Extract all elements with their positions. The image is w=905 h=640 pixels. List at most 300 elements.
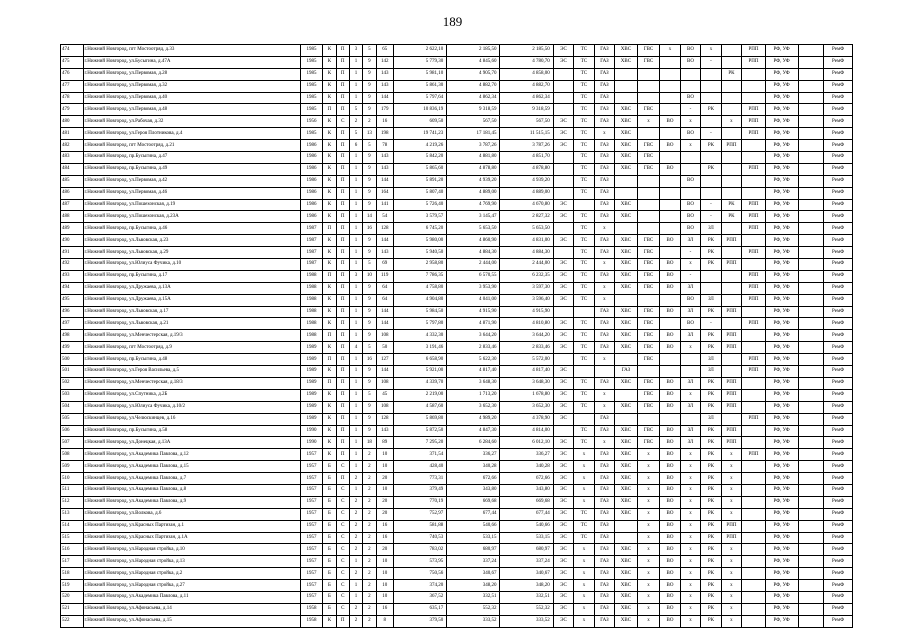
table-cell: ВО [660, 568, 680, 580]
table-cell: г.Нижний Новгород, ул.Львовская, д.21 [83, 318, 300, 330]
table-cell: ГАЗ [594, 45, 614, 57]
table-cell: РемФ [824, 104, 853, 116]
table-cell: - [701, 211, 721, 223]
table-cell: РемФ [824, 187, 853, 199]
table-cell [742, 591, 766, 603]
table-cell: ВО [680, 199, 700, 211]
table-cell: РПП [742, 128, 766, 140]
table-cell: ГВС [637, 282, 660, 294]
table-cell: 1 [349, 318, 362, 330]
table-cell: ХВС [615, 401, 638, 413]
table-cell [798, 603, 824, 615]
table-row [61, 330, 853, 342]
table-cell: РФ, УФ [765, 223, 798, 235]
table-cell: ТС [574, 223, 594, 235]
table-cell: РК [701, 544, 721, 556]
table-cell: РемФ [824, 306, 853, 318]
table-cell: х [680, 508, 700, 520]
table-cell [660, 80, 680, 92]
table-cell: РемФ [824, 199, 853, 211]
table-cell: х [594, 259, 614, 271]
table-cell: ГАЗ [594, 484, 614, 496]
table-cell: К [323, 282, 336, 294]
table-cell: х [574, 603, 594, 615]
table-cell: РФ, УФ [765, 282, 798, 294]
table-cell: РПП [721, 401, 741, 413]
table-cell: ГВС [637, 306, 660, 318]
table-cell [553, 104, 573, 116]
table-cell: К [323, 199, 336, 211]
table-cell: 1957 [300, 591, 323, 603]
table-cell: 1 [349, 68, 362, 80]
table-cell: РПП [721, 140, 741, 152]
table-cell [615, 354, 638, 366]
table-cell: 484 [61, 163, 84, 175]
table-cell: 517 [61, 556, 84, 568]
table-cell: ВО [660, 401, 680, 413]
table-cell: ГАЗ [594, 520, 614, 532]
table-cell: г.Нижний Новгород, пр.Бусыгина, д.48 [83, 354, 300, 366]
table-cell: ТС [574, 437, 594, 449]
table-row [61, 520, 853, 532]
table-cell: 5 921,00 [393, 366, 446, 378]
table-cell: х [680, 461, 700, 473]
table-cell: ЗЛ [701, 413, 721, 425]
table-cell: 78 [376, 140, 393, 152]
table-cell: х [721, 580, 741, 592]
table-cell [721, 270, 741, 282]
table-cell: 19 741,23 [393, 128, 446, 140]
table-cell [798, 615, 824, 627]
table-cell: 1989 [300, 366, 323, 378]
table-cell: 2 827,32 [500, 211, 553, 223]
table-cell: РФ, УФ [765, 342, 798, 354]
table-cell: 3 596,40 [500, 294, 553, 306]
table-cell: РемФ [824, 413, 853, 425]
table-cell: 16 [376, 520, 393, 532]
table-cell: х [721, 496, 741, 508]
table-cell: 9 [363, 152, 376, 164]
table-cell: РемФ [824, 603, 853, 615]
table-cell: 9 [363, 199, 376, 211]
table-cell: РемФ [824, 294, 853, 306]
table-cell: РемФ [824, 354, 853, 366]
table-cell: РФ, УФ [765, 556, 798, 568]
table-cell: 750,56 [393, 568, 446, 580]
table-cell: ЭС [553, 235, 573, 247]
table-cell: РФ, УФ [765, 568, 798, 580]
table-cell: РФ, УФ [765, 235, 798, 247]
table-cell: 672,66 [500, 473, 553, 485]
table-cell: РПП [742, 354, 766, 366]
table-row [61, 425, 853, 437]
table-cell: г.Нижний Новгород, ул.Академика Павлова, д.7 [83, 473, 300, 485]
table-cell: г.Нижний Новгород, ул.Академика Павлова, д.11 [83, 591, 300, 603]
table-cell: ТС [574, 152, 594, 164]
table-cell: 2 [349, 508, 362, 520]
table-cell: 495 [61, 294, 84, 306]
table-row [61, 175, 853, 187]
table-cell: РК [701, 508, 721, 520]
table-row [61, 247, 853, 259]
table-cell: 4 939,20 [447, 175, 500, 187]
table-cell: 1957 [300, 496, 323, 508]
table-cell [574, 306, 594, 318]
table-cell: П [336, 175, 349, 187]
table-cell: ВО [660, 520, 680, 532]
table-cell [798, 152, 824, 164]
table-cell: 669,68 [447, 496, 500, 508]
table-cell: 573,95 [393, 556, 446, 568]
table-cell: х [594, 354, 614, 366]
table-cell: К [323, 247, 336, 259]
table-row [61, 294, 853, 306]
table-cell: С [336, 580, 349, 592]
table-cell: 4 884,30 [500, 247, 553, 259]
table-cell: х [637, 473, 660, 485]
table-cell: 4 878,80 [447, 163, 500, 175]
table-cell: РК [701, 591, 721, 603]
table-cell: 1989 [300, 389, 323, 401]
table-cell: 1989 [300, 377, 323, 389]
table-cell: РемФ [824, 342, 853, 354]
table-cell: РемФ [824, 68, 853, 80]
table-cell: ХВС [615, 473, 638, 485]
table-cell: К [323, 80, 336, 92]
table-cell: РК [701, 603, 721, 615]
table-cell: ХВС [615, 282, 638, 294]
table-cell [798, 223, 824, 235]
table-cell: 3 644,20 [447, 330, 500, 342]
table-cell: П [336, 473, 349, 485]
table-cell: ТС [574, 270, 594, 282]
table-cell: 1 [349, 259, 362, 271]
table-cell: 2 [363, 508, 376, 520]
table-cell [721, 413, 741, 425]
table-cell: ГАЗ [594, 568, 614, 580]
table-cell: ТС [574, 354, 594, 366]
table-cell: 119 [376, 270, 393, 282]
table-cell: ХВС [615, 330, 638, 342]
table-cell: РФ, УФ [765, 247, 798, 259]
table-cell: РФ, УФ [765, 520, 798, 532]
housing-register-table [60, 44, 853, 628]
table-cell [798, 532, 824, 544]
table-cell: 540,66 [447, 520, 500, 532]
table-cell: 477 [61, 80, 84, 92]
table-cell: РФ, УФ [765, 591, 798, 603]
table-cell: РФ, УФ [765, 508, 798, 520]
table-cell: С [336, 508, 349, 520]
table-cell [798, 568, 824, 580]
table-cell: РФ, УФ [765, 80, 798, 92]
table-cell: 1 [349, 354, 362, 366]
table-cell: 1989 [300, 401, 323, 413]
table-cell [553, 354, 573, 366]
table-cell: РК [721, 211, 741, 223]
table-cell: 2 [349, 116, 362, 128]
table-cell [615, 294, 638, 306]
table-cell: 5 [363, 140, 376, 152]
table-cell: 9 [363, 282, 376, 294]
table-cell: 5 981,10 [393, 68, 446, 80]
table-cell: 3 644,20 [500, 330, 553, 342]
table-cell: 4 862,34 [500, 92, 553, 104]
table-cell: 567,50 [447, 116, 500, 128]
table-cell: 16 [363, 354, 376, 366]
table-cell: 496 [61, 306, 84, 318]
table-cell: С [336, 532, 349, 544]
table-cell: 5 [363, 342, 376, 354]
table-cell: П [336, 163, 349, 175]
table-cell: г.Нижний Новгород, ул.Первомая, д.28 [83, 68, 300, 80]
table-cell: ТС [574, 80, 594, 92]
table-cell: 1986 [300, 163, 323, 175]
table-cell: ТС [574, 140, 594, 152]
table-cell: К [323, 318, 336, 330]
table-cell: 65 [376, 45, 393, 57]
table-cell: П [336, 282, 349, 294]
table-cell [721, 45, 741, 57]
table-cell: 8 [376, 615, 393, 627]
table-cell [660, 104, 680, 116]
table-cell: 343,80 [447, 484, 500, 496]
table-cell: 511 [61, 484, 84, 496]
table-cell: 379,49 [393, 484, 446, 496]
table-cell [637, 211, 660, 223]
table-cell: 3 [349, 45, 362, 57]
table-cell: г.Нижний Новгород, ул.Пошехонская, д.23А [83, 211, 300, 223]
table-cell: ГАЗ [594, 425, 614, 437]
table-cell: РемФ [824, 473, 853, 485]
table-cell: 783,02 [393, 544, 446, 556]
table-cell [798, 92, 824, 104]
table-cell: 343,80 [500, 484, 553, 496]
table-cell [798, 342, 824, 354]
table-cell: 3 [349, 270, 362, 282]
table-cell: ГАЗ [594, 330, 614, 342]
table-cell: РФ, УФ [765, 425, 798, 437]
table-cell: х [680, 342, 700, 354]
table-cell [701, 152, 721, 164]
table-cell [615, 187, 638, 199]
table-cell [742, 496, 766, 508]
table-cell [798, 199, 824, 211]
table-cell: ГАЗ [594, 68, 614, 80]
table-cell: х [574, 461, 594, 473]
table-cell: ХВС [615, 104, 638, 116]
table-cell: ХВС [615, 484, 638, 496]
table-cell: ТС [574, 342, 594, 354]
table-cell [553, 152, 573, 164]
table-cell: 1 [349, 294, 362, 306]
table-cell: х [637, 532, 660, 544]
table-cell: 4 332,30 [393, 330, 446, 342]
table-cell: РФ, УФ [765, 437, 798, 449]
table-cell: П [336, 92, 349, 104]
table-cell: 2 833,46 [447, 342, 500, 354]
table-cell: 2 [363, 116, 376, 128]
table-cell: ХВС [615, 449, 638, 461]
table-cell: х [594, 223, 614, 235]
table-cell: РФ, УФ [765, 413, 798, 425]
table-cell: ВО [660, 425, 680, 437]
table-cell [798, 389, 824, 401]
table-cell: ХВС [615, 603, 638, 615]
table-cell: х [660, 45, 680, 57]
table-cell: П [336, 80, 349, 92]
table-cell: РФ, УФ [765, 152, 798, 164]
table-cell: 9 318,59 [500, 104, 553, 116]
table-row [61, 342, 853, 354]
table-cell: 4 769,90 [447, 199, 500, 211]
table-cell: 740,53 [393, 532, 446, 544]
table-cell: 492 [61, 259, 84, 271]
table-cell: х [637, 520, 660, 532]
table-cell: ВО [660, 270, 680, 282]
table-cell: РФ, УФ [765, 461, 798, 473]
table-cell [742, 544, 766, 556]
table-cell: П [336, 140, 349, 152]
table-cell: 14 [363, 211, 376, 223]
table-cell: 6 658,90 [393, 354, 446, 366]
table-cell: ХВС [615, 496, 638, 508]
table-cell: 680,97 [447, 544, 500, 556]
table-row [61, 484, 853, 496]
table-cell [798, 247, 824, 259]
table-cell: К [323, 425, 336, 437]
table-cell: 4 378,90 [500, 413, 553, 425]
table-cell: РемФ [824, 556, 853, 568]
table-cell: 9 [363, 187, 376, 199]
table-cell: ГАЗ [594, 116, 614, 128]
table-cell: - [701, 318, 721, 330]
table-cell: РФ, УФ [765, 473, 798, 485]
table-cell: РК [701, 425, 721, 437]
table-cell [615, 175, 638, 187]
table-cell: г.Нижний Новгород, ул.Народная стройка, д.2 [83, 568, 300, 580]
table-cell: 503 [61, 389, 84, 401]
table-cell: х [594, 294, 614, 306]
table-cell: 478 [61, 92, 84, 104]
table-cell: х [637, 508, 660, 520]
table-cell [553, 175, 573, 187]
table-cell [680, 354, 700, 366]
table-cell: 504 [61, 401, 84, 413]
table-cell [798, 401, 824, 413]
table-cell: РемФ [824, 282, 853, 294]
table-cell: ГАЗ [594, 104, 614, 116]
table-cell: х [637, 603, 660, 615]
table-cell: ЭС [553, 556, 573, 568]
table-cell: 1 [349, 389, 362, 401]
table-row [61, 318, 853, 330]
table-cell [798, 330, 824, 342]
table-cell: РК [701, 568, 721, 580]
table-row [61, 187, 853, 199]
table-cell: 6 012,10 [500, 437, 553, 449]
table-cell: 4 884,30 [447, 247, 500, 259]
table-row [61, 401, 853, 413]
table-cell: 5 797,80 [393, 318, 446, 330]
table-cell: 10 [376, 484, 393, 496]
table-cell: 3 648,30 [500, 377, 553, 389]
table-cell: 127 [376, 354, 393, 366]
table-cell [798, 544, 824, 556]
table-cell: ЭС [553, 116, 573, 128]
table-cell: - [701, 199, 721, 211]
table-cell: С [336, 603, 349, 615]
table-cell: г.Нижний Новгород, ул.Рабочая, д.32 [83, 116, 300, 128]
table-cell: х [701, 45, 721, 57]
table-cell: 1985 [300, 56, 323, 68]
table-cell: П [336, 437, 349, 449]
table-cell: 198 [376, 128, 393, 140]
table-cell: ГАЗ [594, 449, 614, 461]
table-cell: 4 882,70 [500, 80, 553, 92]
table-cell [742, 330, 766, 342]
table-cell: РПП [721, 342, 741, 354]
table-cell [637, 128, 660, 140]
table-cell: 1957 [300, 556, 323, 568]
table-cell: ГВС [637, 163, 660, 175]
table-cell: ЗЛ [680, 306, 700, 318]
table-cell: РПП [742, 282, 766, 294]
table-cell: РФ, УФ [765, 580, 798, 592]
table-cell: П [323, 223, 336, 235]
table-cell: РФ, УФ [765, 187, 798, 199]
table-cell: х [721, 544, 741, 556]
table-cell: ЗЛ [680, 377, 700, 389]
table-cell: 481 [61, 128, 84, 140]
table-cell: 5 865,60 [393, 163, 446, 175]
table-cell: 510 [61, 473, 84, 485]
table-cell: ЭС [553, 366, 573, 378]
table-cell: ГАЗ [594, 591, 614, 603]
table-cell [798, 484, 824, 496]
table-cell: - [680, 247, 700, 259]
table-cell: 143 [376, 247, 393, 259]
table-cell: ЭС [553, 449, 573, 461]
table-cell: 2 [349, 603, 362, 615]
table-cell: ГАЗ [594, 163, 614, 175]
table-cell: К [323, 92, 336, 104]
table-cell: ХВС [615, 116, 638, 128]
table-cell: РПП [742, 366, 766, 378]
table-cell [615, 92, 638, 104]
table-cell [660, 413, 680, 425]
table-cell: С [336, 520, 349, 532]
table-cell [721, 223, 741, 235]
table-cell: 141 [376, 199, 393, 211]
table-cell: 4 989,20 [447, 413, 500, 425]
table-cell: 143 [376, 163, 393, 175]
table-cell: г.Нижний Новгород, ул.Челюскинцев, д.16 [83, 413, 300, 425]
table-cell: ГАЗ [594, 211, 614, 223]
table-cell: 348,20 [500, 580, 553, 592]
table-cell: х [637, 591, 660, 603]
table-cell: РПП [742, 56, 766, 68]
table-cell: 1 [349, 377, 362, 389]
table-cell: С [336, 568, 349, 580]
table-cell: РемФ [824, 568, 853, 580]
table-cell: 9 [363, 330, 376, 342]
table-row [61, 461, 853, 473]
table-cell: г.Нижний Новгород, ул.Академика Павлова, д.9 [83, 496, 300, 508]
table-cell: ЗЛ [701, 223, 721, 235]
table-cell [742, 484, 766, 496]
table-cell: РФ, УФ [765, 544, 798, 556]
